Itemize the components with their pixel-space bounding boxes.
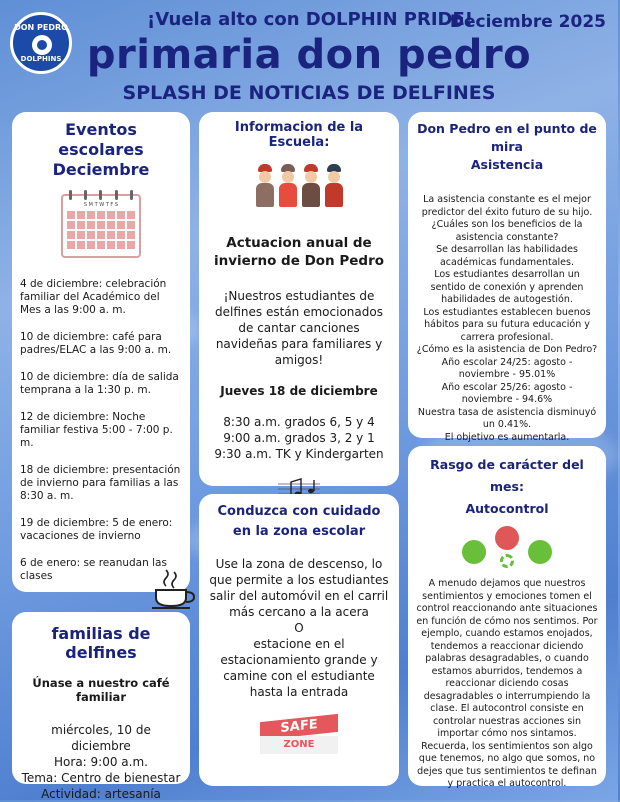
safe-zone-sign-icon: SAFE ZONE xyxy=(260,718,338,754)
driving-title: Conduzca con cuidado en la zona escolar xyxy=(217,504,381,539)
events-title: Eventos escolares Deciembre xyxy=(52,120,150,179)
list-item: 6 de enero: se reanudan las clases xyxy=(20,557,167,582)
performance-date: Jueves 18 de diciembre xyxy=(220,384,378,398)
attendance-spotlight-card xyxy=(408,112,606,443)
cafe-time: Hora: 9:00 a.m. xyxy=(54,755,148,769)
families-card xyxy=(12,612,190,801)
spotlight-title: Don Pedro en el punto de mira Asistencia xyxy=(417,121,597,172)
cafe-topic: Tema: Centro de bienestar xyxy=(21,771,181,785)
performance-description: ¡Nuestros estudiantes de delfines están emocionados de cantar canciones navideñas para familiares y amigos! xyxy=(215,289,383,367)
performance-title: Actuacion anual de invierno de Don Pedro xyxy=(213,235,385,269)
logo-top-text: DON PEDRO xyxy=(14,23,68,32)
info-title: Informacion de la Escuela: xyxy=(234,120,364,150)
families-title: familias de delfines xyxy=(51,624,151,662)
list-item: 19 de diciembre: 5 de enero: vacaciones de invierno xyxy=(20,517,173,542)
calendar-days: S M T W T F S xyxy=(83,202,119,208)
newsletter-subtitle: SPLASH DE NOTICIAS DE DELFINES xyxy=(122,82,496,104)
driving-instructions: Use la zona de descenso, lo que permite a los estudiantes salir del automóvil en el carril más cercano a la acera O estacione en el estacionamiento grande y camine con el estudiante hasta la entrada xyxy=(209,557,389,699)
carolers-icon xyxy=(207,164,391,208)
attendance-text: La asistencia constante es el mejor predictor del éxito futuro de su hijo. ¿Cuáles son los beneficios de la asistencia constante? Se desarrollan las habilidades académicas fundamentales. Los estudiantes desarrollan un sentido de conexión y aprenden habilidades de autogestión. Los estudiantes establecen buenos hábitos para su futura educación y carrera profesional. ¿Cómo es la asistencia de Don Pedro? Año escolar 24/25: agosto - noviembre - 95.01% Año escolar 25/26: agosto - noviembre - 94.6% Nuestra tasa de asistencia disminuyó un 0.41%. El objetivo es aumentarla. xyxy=(416,194,598,443)
performance-schedule: 8:30 a.m. grados 6, 5 y 4 9:00 a.m. grados 3, 2 y 1 9:30 a.m. TK y Kindergarten xyxy=(214,415,384,461)
issue-month: Deciembre 2025 xyxy=(449,12,606,32)
school-name: primaria don pedro xyxy=(86,32,532,78)
character-trait-card xyxy=(408,446,606,789)
cafe-invite: Únase a nuestro café familiar xyxy=(32,676,170,704)
events-list xyxy=(20,278,182,583)
newsletter-header xyxy=(0,0,618,110)
trait-title: Rasgo de carácter del mes: Autocontrol xyxy=(430,457,584,516)
cafe-date: miércoles, 10 de diciembre xyxy=(51,723,151,753)
list-item: 4 de diciembre: celebración familiar del Académico del Mes a las 9:00 a. m. xyxy=(20,278,167,316)
trait-description: A menudo dejamos que nuestros sentimientos y emociones tomen el control reaccionando ante situaciones en función de cómo nos sentimos. Por ejemplo, cuando estamos enojados, tendemos a reaccionar diciendo palabras desagradables, o cuando estamos aburridos, tendemos a reaccionar diciendo cosas desagradables o interrumpiendo la clase. El autocontrol consiste en controlar nuestras acciones sin importar cómo nos sintamos. Recuerda, los sentimientos son algo que tenemos, no algo que somos, no dejes que tus sentimientos te definan y practica el autocontrol. xyxy=(416,578,598,789)
emotion-faces-icon xyxy=(462,526,552,572)
coffee-cup-icon xyxy=(150,568,198,612)
logo-bottom-text: DOLPHINS xyxy=(20,55,62,63)
events-card xyxy=(12,112,190,592)
list-item: 10 de diciembre: café para padres/ELAC a las 9:00 a. m. xyxy=(20,331,172,356)
list-item: 12 de diciembre: Noche familiar festiva 5:00 - 7:00 p. m. xyxy=(20,411,173,449)
calendar-icon xyxy=(61,194,141,258)
list-item: 18 de diciembre: presentación de invierno para familias a las 8:30 a. m. xyxy=(20,464,181,502)
tagline: ¡Vuela alto con DOLPHIN PRIDE! xyxy=(147,9,473,30)
list-item: 10 de diciembre: día de salida temprana a la 1:30 p. m. xyxy=(20,371,179,396)
safe-driving-card xyxy=(199,494,399,786)
school-info-card xyxy=(199,112,399,486)
cafe-activity: Actividad: artesanía xyxy=(41,787,161,801)
